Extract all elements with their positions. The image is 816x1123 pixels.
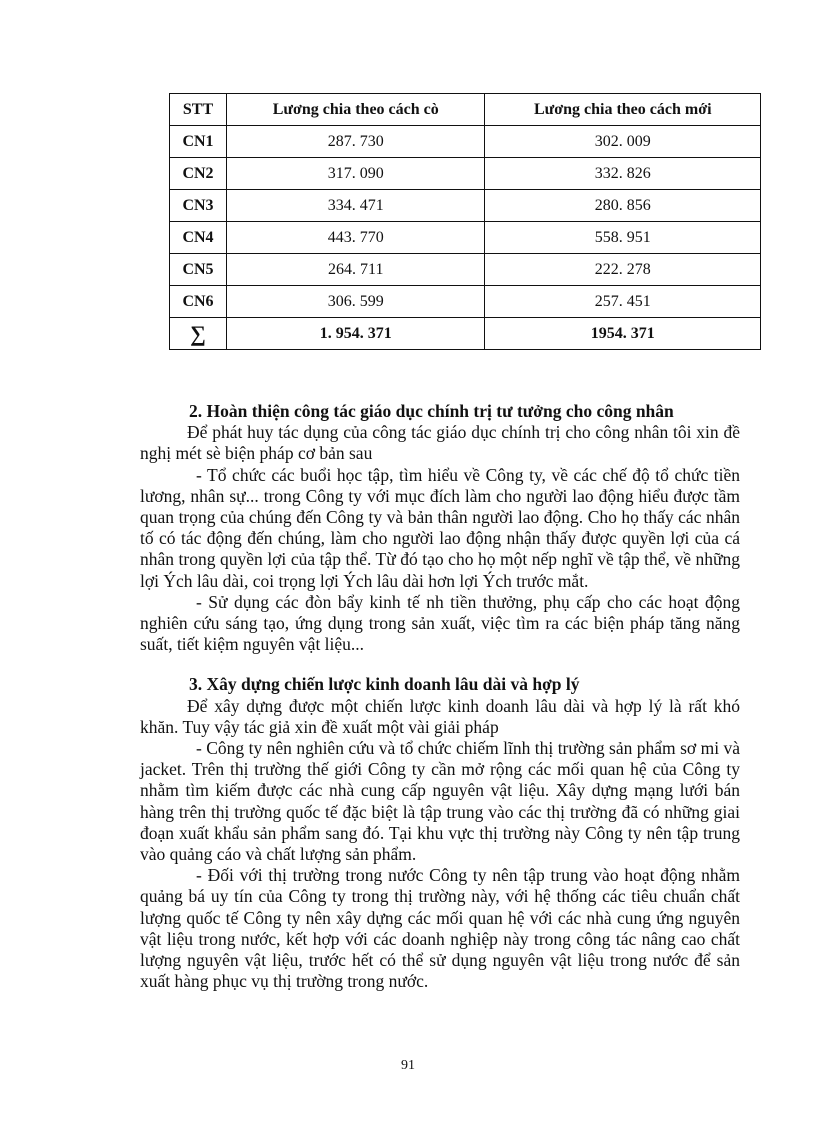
table-row [170,158,761,190]
row-label: CN4 [170,222,227,254]
table-total-row [170,318,761,350]
table-row [170,254,761,286]
header-new-method: Lương chia theo cách mới [485,94,761,126]
new-salary-cell: 302. 009 [485,126,761,158]
old-salary-total: 1. 954. 371 [227,318,485,350]
old-salary-cell: 306. 599 [227,286,485,318]
row-label: CN1 [170,126,227,158]
section-2-heading: 2. Hoàn thiện công tác giáo dục chính trị tư tưởng cho công nhân [189,401,674,421]
table-row [170,126,761,158]
old-salary-cell: 317. 090 [227,158,485,190]
paragraph: Để phát huy tác dụng của công tác giáo dục chính trị cho công nhân tôi xin đề nghị mét sè biện pháp cơ bản sau [140,422,740,464]
header-stt: STT [170,94,227,126]
sum-symbol: ∑ [170,318,227,350]
salary-comparison-table [169,93,761,350]
new-salary-cell: 257. 451 [485,286,761,318]
new-salary-cell: 280. 856 [485,190,761,222]
new-salary-cell: 222. 278 [485,254,761,286]
row-label: CN3 [170,190,227,222]
section-3-heading: 3. Xây dựng chiến lược kinh doanh lâu dài và hợp lý [189,674,580,695]
table-row [170,190,761,222]
row-label: CN2 [170,158,227,190]
old-salary-cell: 264. 711 [227,254,485,286]
old-salary-cell: 334. 471 [227,190,485,222]
new-salary-cell: 332. 826 [485,158,761,190]
paragraph: Để xây dựng được một chiến lược kinh doanh lâu dài và hợp lý là rất khó khăn. Tuy vậy tác giả xin đề xuất một vài giải pháp [140,695,740,737]
paragraph: - Tổ chức các buổi học tập, tìm hiểu về Công ty, về các chế độ tổ chức tiền lương, nhân sự... trong Công ty với mục đích làm cho người lao động hiểu được tầm quan trọng của chúng đến Công ty và bản thân người lao động. Cho họ thấy các nhân tố có tác động đến chúng, làm cho người lao động nhận thấy được quyền lợi của cá nhân trong quyền lợi của tập thể. Từ đó tạo cho họ một nếp nghĩ về tập thể, về những lợi Ých lâu dài, coi trọng lợi Ých lâu dài hơn lợi Ých trước mắt. [140,464,740,591]
table-row [170,222,761,254]
row-label: CN5 [170,254,227,286]
row-label: CN6 [170,286,227,318]
old-salary-cell: 443. 770 [227,222,485,254]
new-salary-total: 1954. 371 [485,318,761,350]
old-salary-cell: 287. 730 [227,126,485,158]
header-old-method: Lương chia theo cách cò [227,94,485,126]
paragraph: - Công ty nên nghiên cứu và tổ chức chiếm lĩnh thị trường sản phẩm sơ mi và jacket. Trên thị trường thế giới Công ty cần mở rộng các mối quan hệ của Công ty nhằm tìm kiếm được các nhà cung cấp nguyên vật liệu. Xây dựng mạng lưới bán hàng trên thị trường quốc tế đặc biệt là tập trung vào các thị trường đã có những giai đoạn xuất khẩu sản phẩm sang đó. Tại khu vực thị trường này Công ty nên tập trung vào quảng cáo và chất lượng sản phẩm. [140,738,740,865]
paragraph: - Đối với thị trường trong nước Công ty nên tập trung vào hoạt động nhằm quảng bá uy tín của Công ty trong thị trường này, với hệ thống các tiêu chuẩn chất lượng quốc tế Công ty nên xây dựng các mối quan hệ với các nhà cung ứng nguyên vật liệu trong nước, kết hợp với các doanh nghiệp này trong công tác nâng cao chất lượng nguyên vật liệu, trước hết có thể sử dụng nguyên vật liệu trong nước để sản xuất hàng phục vụ thị trường trong nước. [140,865,740,992]
body-text [140,401,740,992]
section-gap [140,655,740,674]
table-row [170,286,761,318]
table-header-row [170,94,761,126]
page-number: 91 [401,1058,415,1073]
new-salary-cell: 558. 951 [485,222,761,254]
paragraph: - Sử dụng các đòn bẩy kinh tế nh tiền thưởng, phụ cấp cho các hoạt động nghiên cứu sáng tạo, ứng dụng trong sản xuất, việc tìm ra các biện pháp tăng năng suất, tiết kiệm nguyên vật liệu... [140,591,740,655]
